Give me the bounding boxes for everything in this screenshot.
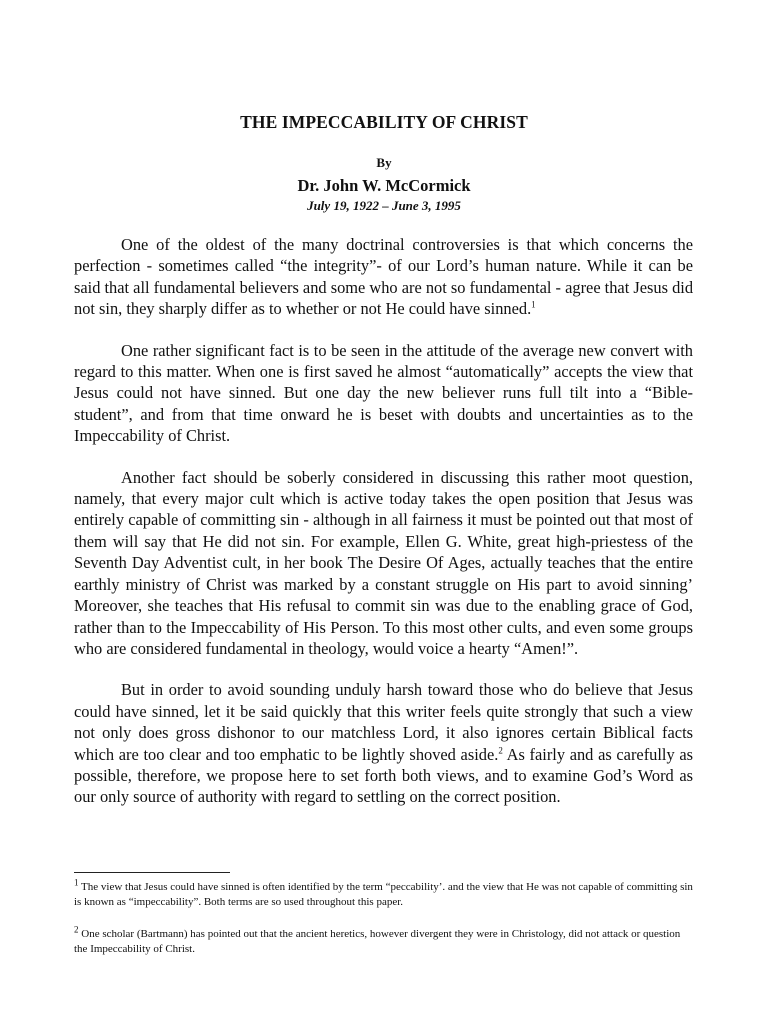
footnote-2-mark: 2: [74, 924, 79, 935]
footnote-2: [74, 924, 693, 957]
paragraph-1: [74, 234, 693, 320]
paragraph-2: [74, 340, 693, 447]
paragraph-4-continuation: As fairly and as carefully as possible, therefore, we propose here to set forth both views, and to examine God’s Word as our only source of authority with regard to settling on the correct position.: [74, 744, 693, 807]
footnote-1-text: The view that Jesus could have sinned is often identified by the term “peccability’. and the view that He was not capable of committing sin is known as “impeccability”. Both terms are so used throughout this paper.: [74, 881, 693, 908]
paragraph-3: [74, 467, 693, 660]
document-body: [74, 234, 693, 828]
footnote-2-text: One scholar (Bartmann) has pointed out that the ancient heretics, however divergent they were in Christology, did not attack or question the Impeccability of Christ.: [74, 928, 681, 955]
paragraph-3-text: Another fact should be soberly considered in discussing this rather moot question, namely, that every major cult which is active today takes the open position that Jesus was entirely capable of committing sin - although in all fairness it must be pointed out that most of them will say that He did not sin. For example, Ellen G. White, great high-priestess of the Seventh Day Adventist cult, in her book The Desire Of Ages, actually teaches that the entire earthly ministry of Christ was marked by a constant struggle on His part to avoid sinning’ Moreover, she teaches that His refusal to commit sin was due to the enabling grace of God, rather than to the Impeccability of His Person. To this most other cults, and even some groups who are considered fundamental in theology, would voice a hearty “Amen!”.: [74, 467, 693, 658]
footnote-1-mark: 1: [74, 877, 79, 888]
author-dates: July 19, 1922 – June 3, 1995: [307, 198, 461, 213]
footnotes: [74, 877, 693, 974]
paragraph-4-text: But in order to avoid sounding unduly harsh toward those who do believe that Jesus could have sinned, let it be said quickly that this writer feels quite strongly that such a view not only does gross dishonor to our matchless Lord, it also ignores certain Biblical facts which are too clear and too emphatic to be lightly shoved aside.: [74, 680, 693, 764]
document-title: THE IMPECCABILITY OF CHRIST: [240, 112, 528, 132]
footnote-ref-2: 2: [498, 745, 503, 756]
footnote-ref-1: 1: [531, 299, 536, 310]
footnote-separator: [74, 872, 230, 873]
footnote-1: [74, 877, 693, 910]
author-name: Dr. John W. McCormick: [297, 176, 471, 195]
paragraph-4: [74, 679, 693, 807]
paragraph-1-text: One of the oldest of the many doctrinal controversies is that which concerns the perfection - sometimes called “the integrity”- of our Lord’s human nature. While it can be said that all fundamental believers and some who are not so fundamental - agree that Jesus did not sin, they sharply differ as to whether or not He could have sinned.: [74, 235, 694, 319]
paragraph-2-text: One rather significant fact is to be seen in the attitude of the average new convert with regard to this matter. When one is first saved he almost “automatically” accepts the view that Jesus could not have sinned. But one day the new believer runs full tilt into a “Bible- student”, and from that time onward he is beset with doubts and uncertainties as to the Impeccability of Christ.: [74, 340, 693, 446]
byline-label: By: [376, 155, 392, 170]
